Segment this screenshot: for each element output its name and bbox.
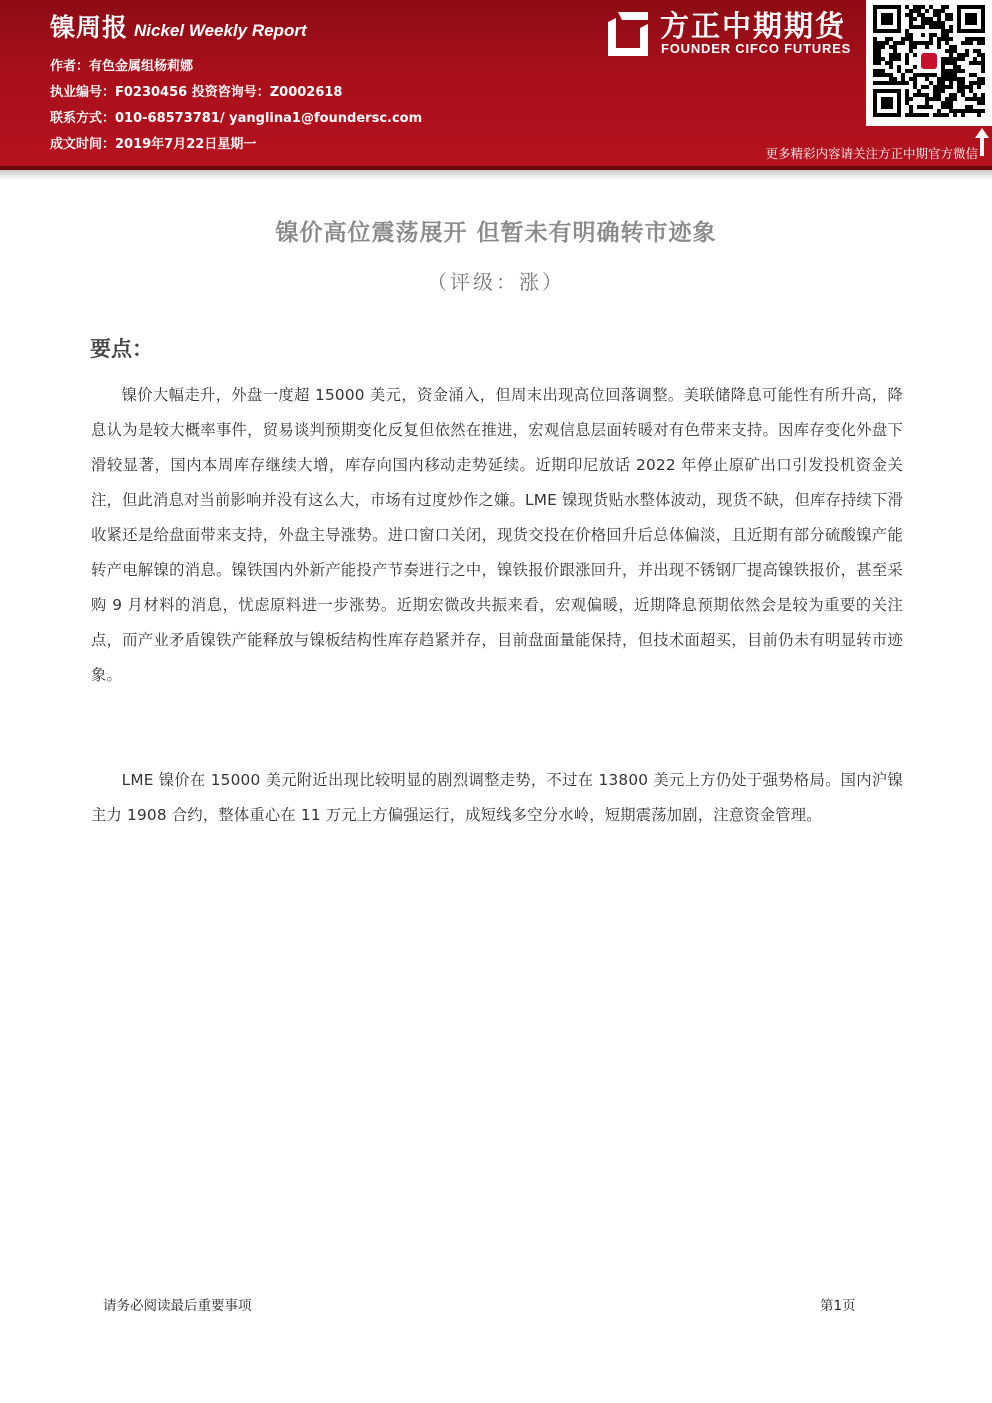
rating: （评级：涨）: [427, 270, 565, 294]
page-number: 第1页: [820, 1298, 856, 1314]
author-line: 作者：有色金属组杨莉娜: [50, 59, 194, 74]
date-line: 成文时间：2019年7月22日星期一: [50, 137, 257, 152]
qr-code-icon: [873, 5, 985, 117]
report-title: [50, 8, 307, 44]
brand-logo-icon: [604, 8, 652, 56]
report-header: [0, 0, 992, 166]
summary-paragraph-1: 镍价大幅走升，外盘一度超 15000 美元，资金涌入，但周末出现高位回落调整。美联储降息可能性有所升高，降息认为是较大概率事件，贸易谈判预期变化反复但依然在推进，宏观信息层面转暖对有色带来支持。因库存变化外盘下滑较显著，国内本周库存继续大增，库存向国内移动走势延续。近期印尼放话 2022 年停止原矿出口引发投机资金关注，但此消息对当前影响并没有这么大，市场有过度炒作之嫌。LME 镍现货贴水整体波动，现货不缺，但库存持续下滑收紧还是给盘面带来支持，外盘主导涨势。进口窗口关闭，现货交投在价格回升后总体偏淡，且近期有部分硫酸镍产能转产电解镍的消息。镍铁国内外新产能投产节奏进行之中，镍铁报价跟涨回升，并出现不锈钢厂提高镍铁报价，甚至采购 9 月材料的消息，忧虑原料进一步涨势。近期宏微改共振来看，宏观偏暖，近期降息预期依然会是较为重要的关注点，而产业矛盾镍铁产能释放与镍板结构性库存趋紧并存，目前盘面量能保持，但技术面超买，目前仍未有明显转市迹象。: [91, 386, 903, 684]
footer-notice: 请务必阅读最后重要事项: [103, 1298, 252, 1314]
brand-name: 方正中期期货: [660, 9, 847, 43]
report-title-en: Nickel Weekly Report: [134, 21, 307, 40]
summary-paragraph-2: LME 镍价在 15000 美元附近出现比较明显的剧烈调整走势，不过在 13800 美元上方仍处于强势格局。国内沪镍主力 1908 合约，整体重心在 11 万元上方偏强运行，成短线多空分水岭，短期震荡加剧，注意资金管理。: [91, 771, 903, 824]
header-shadow: [0, 170, 992, 180]
up-arrow-icon: [975, 128, 989, 156]
license-line: 执业编号：F0230456 投资咨询号：Z0002618: [50, 85, 343, 100]
qr-code: [866, 0, 992, 126]
page-title: 镍价高位震荡展开 但暂未有明确转市迹象: [275, 220, 717, 246]
contact-line: 联系方式：010-68573781/ yanglina1@foundersc.com: [50, 111, 423, 126]
section-title: 要点：: [90, 337, 153, 361]
follow-note: 更多精彩内容请关注方正中期官方微信: [765, 146, 978, 161]
brand-name-en: FOUNDER CIFCO FUTURES: [661, 41, 852, 56]
report-title-cn: 镍周报: [50, 13, 129, 42]
